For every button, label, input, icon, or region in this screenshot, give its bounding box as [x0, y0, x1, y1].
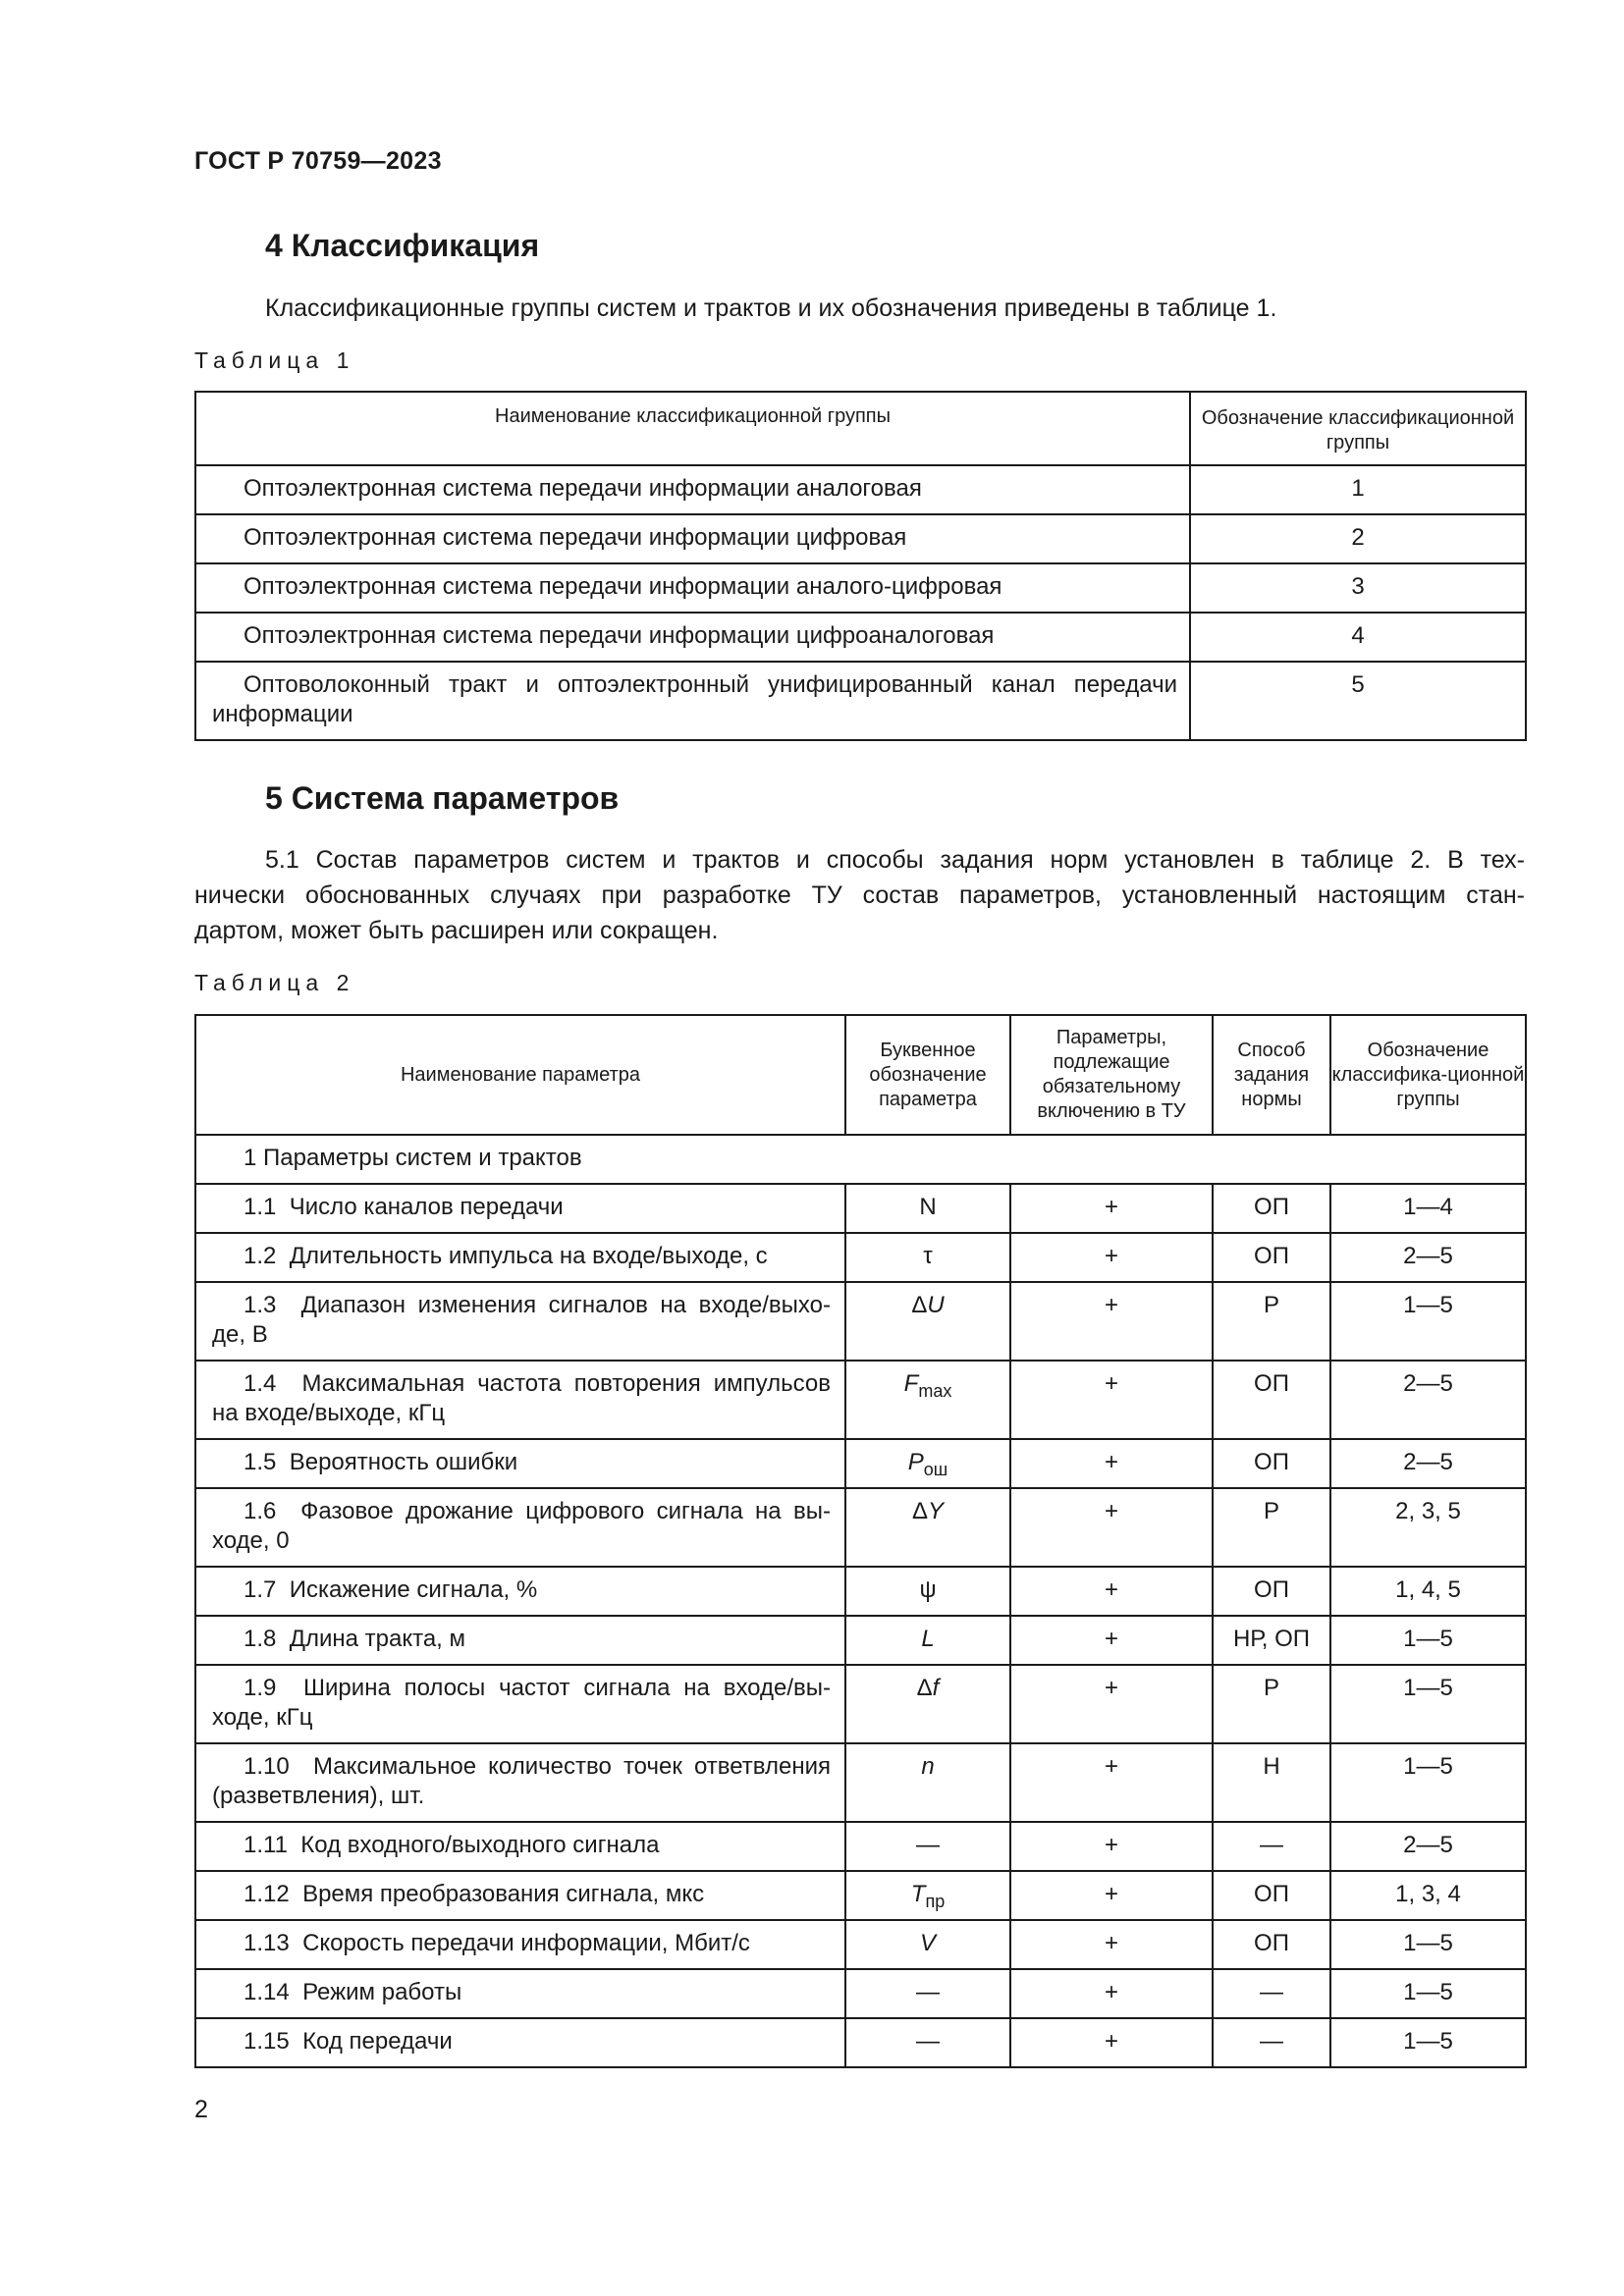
- table-2-symbol: [845, 1743, 1010, 1822]
- table-2-row: [195, 1233, 1526, 1282]
- table-2-param-name: [195, 1361, 845, 1439]
- table-2-symbol: [845, 1282, 1010, 1361]
- table-2-param-number: 1.7: [244, 1576, 277, 1603]
- section-5-paragraph-line3: дартом, может быть расширен или сокращен.: [194, 917, 719, 944]
- table-2-header-group: Обозначение классифика-ционной группы: [1330, 1015, 1526, 1135]
- table-2-groups: 2—5: [1330, 1361, 1526, 1439]
- table-2-param-number: 1.9: [244, 1675, 277, 1701]
- table-2-param-name-line2: (разветвления), шт.: [212, 1783, 425, 1809]
- table-2-param-name-line1: Диапазон изменения сигналов на входе/выхо-: [300, 1292, 831, 1318]
- table-2-header-name: Наименование параметра: [195, 1015, 845, 1135]
- table-2-symbol-prefix: Δ: [916, 1675, 933, 1701]
- table-2-required: +: [1010, 1233, 1213, 1282]
- document-code: ГОСТ Р 70759—2023: [194, 147, 442, 175]
- table-2-symbol-main: F: [903, 1370, 919, 1397]
- table-1-row-name-line2: информации: [212, 701, 353, 727]
- table-1-row-code: 1: [1190, 465, 1526, 514]
- table-2-param-name-text: Длительность импульса на входе/выходе, с: [289, 1243, 768, 1269]
- table-2-row: [195, 1282, 1526, 1361]
- table-2-param-number: 1.3: [244, 1292, 277, 1318]
- table-2-symbol: [845, 1665, 1010, 1743]
- table-2-param-name-line2: де, В: [212, 1321, 268, 1348]
- table-2-row: [195, 1567, 1526, 1616]
- table-2-param-name-line2: на входе/выходе, кГц: [212, 1400, 446, 1426]
- table-1-row-code: 5: [1190, 662, 1526, 740]
- table-2-symbol-prefix: Δ: [911, 1292, 928, 1318]
- table-2-symbol: [845, 1616, 1010, 1665]
- table-2-symbol: [845, 1871, 1010, 1920]
- table-2-required: +: [1010, 1920, 1213, 1969]
- table-2-symbol: [845, 1184, 1010, 1233]
- table-2-header-method: Способ задания нормы: [1213, 1015, 1330, 1135]
- table-2-param-name: [195, 1822, 845, 1871]
- table-1-row-code: 3: [1190, 563, 1526, 613]
- table-1-row-name: Оптоэлектронная система передачи информации аналого-цифровая: [195, 563, 1190, 613]
- table-2-symbol: [845, 1233, 1010, 1282]
- table-2-row: [195, 1439, 1526, 1488]
- table-2-param-name-line2: ходе, 0: [212, 1527, 290, 1554]
- table-2-symbol-main: —: [916, 1832, 940, 1858]
- table-2-row: [195, 1361, 1526, 1439]
- table-2-method: ОП: [1213, 1920, 1330, 1969]
- table-2-param-name: [195, 1439, 845, 1488]
- section-5-paragraph: [194, 842, 1525, 948]
- table-2-row: [195, 1871, 1526, 1920]
- section-5-title: 5 Система параметров: [265, 780, 620, 816]
- table-2-param-name: [195, 1184, 845, 1233]
- table-2-groups: 1—5: [1330, 1969, 1526, 2018]
- table-2-symbol-main: P: [907, 1449, 924, 1475]
- table-2-param-name: [195, 1871, 845, 1920]
- table-2-method: —: [1213, 2018, 1330, 2067]
- table-1-header-code: Обозначение классификационной группы: [1190, 392, 1526, 465]
- table-2-row: [195, 1665, 1526, 1743]
- table-2-symbol-subscript: max: [918, 1381, 952, 1401]
- table-2-group-title: 1 Параметры систем и трактов: [195, 1135, 1526, 1184]
- table-2-param-number: 1.11: [244, 1832, 288, 1858]
- table-2-param-name: [195, 1616, 845, 1665]
- table-2-param-number: 1.4: [244, 1370, 277, 1397]
- table-1-row-name: Оптоэлектронная система передачи информации цифровая: [195, 514, 1190, 563]
- section-5-paragraph-line2: нически обоснованных случаях при разработке ТУ состав параметров, установленный настоящим стан-: [194, 881, 1525, 909]
- table-2-row: [195, 1920, 1526, 1969]
- table-2-param-name-text: Режим работы: [302, 1979, 462, 2005]
- table-2-param-number: 1.8: [244, 1626, 277, 1652]
- table-2-symbol: [845, 1488, 1010, 1567]
- table-2-symbol-main: T: [910, 1881, 926, 1907]
- table-2-required: +: [1010, 1184, 1213, 1233]
- table-1: [194, 391, 1527, 741]
- table-2-groups: 1—5: [1330, 1920, 1526, 1969]
- table-2-param-name: [195, 1969, 845, 2018]
- page-number: 2: [194, 2096, 208, 2123]
- table-2-symbol-main: U: [927, 1292, 945, 1318]
- table-2-symbol-main: L: [921, 1626, 935, 1652]
- table-2-required: +: [1010, 1969, 1213, 2018]
- table-2-method: ОП: [1213, 1871, 1330, 1920]
- table-2-header-symbol: Буквенное обозначение параметра: [845, 1015, 1010, 1135]
- table-2-param-name-line1: Ширина полосы частот сигнала на входе/вы-: [303, 1675, 832, 1701]
- table-2-param-name: [195, 1282, 845, 1361]
- table-2-method: Н: [1213, 1743, 1330, 1822]
- table-1-row-name: [195, 662, 1190, 740]
- table-2-caption: Таблица 2: [194, 970, 355, 995]
- table-2-symbol-main: n: [921, 1753, 935, 1780]
- table-2-param-name-text: Код передачи: [302, 2028, 453, 2055]
- table-2-symbol-subscript: пр: [925, 1892, 946, 1911]
- table-1-row-code: 2: [1190, 514, 1526, 563]
- table-2-param-number: 1.5: [244, 1449, 277, 1475]
- table-2-param-name-text: Длина тракта, м: [289, 1626, 466, 1652]
- table-2-required: +: [1010, 1822, 1213, 1871]
- table-2-method: ОП: [1213, 1184, 1330, 1233]
- table-2-method: ОП: [1213, 1361, 1330, 1439]
- table-2-param-name-text: Время преобразования сигнала, мкс: [302, 1881, 705, 1907]
- table-2-method: Р: [1213, 1282, 1330, 1361]
- table-2-symbol-main: V: [919, 1930, 936, 1956]
- table-1-row-name: Оптоэлектронная система передачи информации цифроаналоговая: [195, 613, 1190, 662]
- table-2-symbol-main: —: [916, 2028, 940, 2055]
- table-2-required: +: [1010, 1282, 1213, 1361]
- table-2-row: [195, 1969, 1526, 2018]
- table-2-required: +: [1010, 1616, 1213, 1665]
- table-2-method: ОП: [1213, 1567, 1330, 1616]
- table-2-groups: 2—5: [1330, 1439, 1526, 1488]
- table-2-required: +: [1010, 1439, 1213, 1488]
- table-2-method: НР, ОП: [1213, 1616, 1330, 1665]
- table-2-groups: 1—4: [1330, 1184, 1526, 1233]
- table-2-param-name-text: Искажение сигнала, %: [289, 1576, 538, 1603]
- table-2-required: +: [1010, 1743, 1213, 1822]
- table-2-method: —: [1213, 1822, 1330, 1871]
- table-2-param-name-line1: Максимальная частота повторения импульсов: [301, 1370, 831, 1397]
- table-2-param-number: 1.14: [244, 1979, 290, 2005]
- table-2-row: [195, 1822, 1526, 1871]
- table-2-symbol: [845, 1439, 1010, 1488]
- table-2: [194, 1014, 1527, 2068]
- table-2-param-number: 1.12: [244, 1881, 290, 1907]
- table-2-symbol: [845, 1920, 1010, 1969]
- table-2-method: Р: [1213, 1488, 1330, 1567]
- table-2-symbol-main: ψ: [919, 1576, 937, 1603]
- table-2-row: [195, 2018, 1526, 2067]
- table-2-param-name: [195, 1920, 845, 1969]
- table-2-row: [195, 1616, 1526, 1665]
- table-2-groups: 1—5: [1330, 1282, 1526, 1361]
- table-2-required: +: [1010, 1871, 1213, 1920]
- table-2-symbol-main: Y: [928, 1498, 945, 1524]
- table-2-param-name-text: Код входного/выходного сигнала: [300, 1832, 660, 1858]
- table-2-param-name: [195, 2018, 845, 2067]
- table-2-symbol: [845, 1822, 1010, 1871]
- table-2-required: +: [1010, 1567, 1213, 1616]
- table-1-row-name-line1: Оптоволоконный тракт и оптоэлектронный унифицированный канал передачи: [244, 671, 1177, 698]
- section-4-intro: Классификационные группы систем и трактов и их обозначения приведены в таблице 1.: [265, 294, 1277, 322]
- table-2-symbol-subscript: ош: [923, 1460, 948, 1479]
- table-2-symbol-main: f: [932, 1675, 940, 1701]
- table-2-required: +: [1010, 1488, 1213, 1567]
- table-2-symbol: [845, 1969, 1010, 2018]
- table-2-symbol-main: —: [916, 1979, 940, 2005]
- table-2-groups: 2, 3, 5: [1330, 1488, 1526, 1567]
- table-2-param-name: [195, 1743, 845, 1822]
- table-2-param-number: 1.1: [244, 1194, 277, 1220]
- table-2-param-number: 1.13: [244, 1930, 290, 1956]
- table-2-groups: 1—5: [1330, 2018, 1526, 2067]
- table-2-required: +: [1010, 1665, 1213, 1743]
- table-2-row: [195, 1488, 1526, 1567]
- table-2-param-name-text: Число каналов передачи: [289, 1194, 564, 1220]
- table-2-symbol: [845, 1567, 1010, 1616]
- section-4-title: 4 Классификация: [265, 228, 540, 263]
- table-2-method: ОП: [1213, 1439, 1330, 1488]
- table-1-caption: Таблица 1: [194, 347, 355, 373]
- table-2-method: ОП: [1213, 1233, 1330, 1282]
- table-2-param-number: 1.15: [244, 2028, 290, 2055]
- table-2-param-name-text: Скорость передачи информации, Мбит/с: [302, 1930, 750, 1956]
- table-2-groups: 1, 4, 5: [1330, 1567, 1526, 1616]
- table-2-param-number: 1.6: [244, 1498, 277, 1524]
- table-2-symbol-main: τ: [923, 1243, 933, 1269]
- table-2-required: +: [1010, 1361, 1213, 1439]
- table-2-param-name: [195, 1488, 845, 1567]
- table-2-symbol-prefix: Δ: [911, 1498, 928, 1524]
- table-2-param-name-line1: Фазовое дрожание цифрового сигнала на вы-: [300, 1498, 831, 1524]
- table-2-symbol: [845, 2018, 1010, 2067]
- table-1-row-code: 4: [1190, 613, 1526, 662]
- table-1-row-name: Оптоэлектронная система передачи информации аналоговая: [195, 465, 1190, 514]
- table-2-row: [195, 1743, 1526, 1822]
- table-2-groups: 1—5: [1330, 1743, 1526, 1822]
- table-2-param-name-line2: ходе, кГц: [212, 1704, 313, 1731]
- table-2-symbol-main: N: [919, 1194, 937, 1220]
- table-2-groups: 1—5: [1330, 1616, 1526, 1665]
- table-2-param-name-line1: Максимальное количество точек ответвления: [312, 1753, 831, 1780]
- table-2-header-required: Параметры, подлежащие обязательному включению в ТУ: [1010, 1015, 1213, 1135]
- table-2-groups: 1, 3, 4: [1330, 1871, 1526, 1920]
- table-2-param-number: 1.10: [244, 1753, 290, 1780]
- table-1-header-name: Наименование классификационной группы: [195, 392, 1190, 465]
- table-2-method: Р: [1213, 1665, 1330, 1743]
- table-2-groups: 2—5: [1330, 1233, 1526, 1282]
- table-2-param-name: [195, 1567, 845, 1616]
- table-2-groups: 1—5: [1330, 1665, 1526, 1743]
- table-2-symbol: [845, 1361, 1010, 1439]
- table-2-groups: 2—5: [1330, 1822, 1526, 1871]
- table-2-row: [195, 1184, 1526, 1233]
- table-2-param-name: [195, 1233, 845, 1282]
- table-2-param-name-text: Вероятность ошибки: [289, 1449, 518, 1475]
- table-2-method: —: [1213, 1969, 1330, 2018]
- table-2-param-name: [195, 1665, 845, 1743]
- table-2-required: +: [1010, 2018, 1213, 2067]
- table-2-param-number: 1.2: [244, 1243, 277, 1269]
- section-5-paragraph-line1: 5.1 Состав параметров систем и трактов и способы задания норм установлен в таблице 2. В тех-: [265, 846, 1525, 874]
